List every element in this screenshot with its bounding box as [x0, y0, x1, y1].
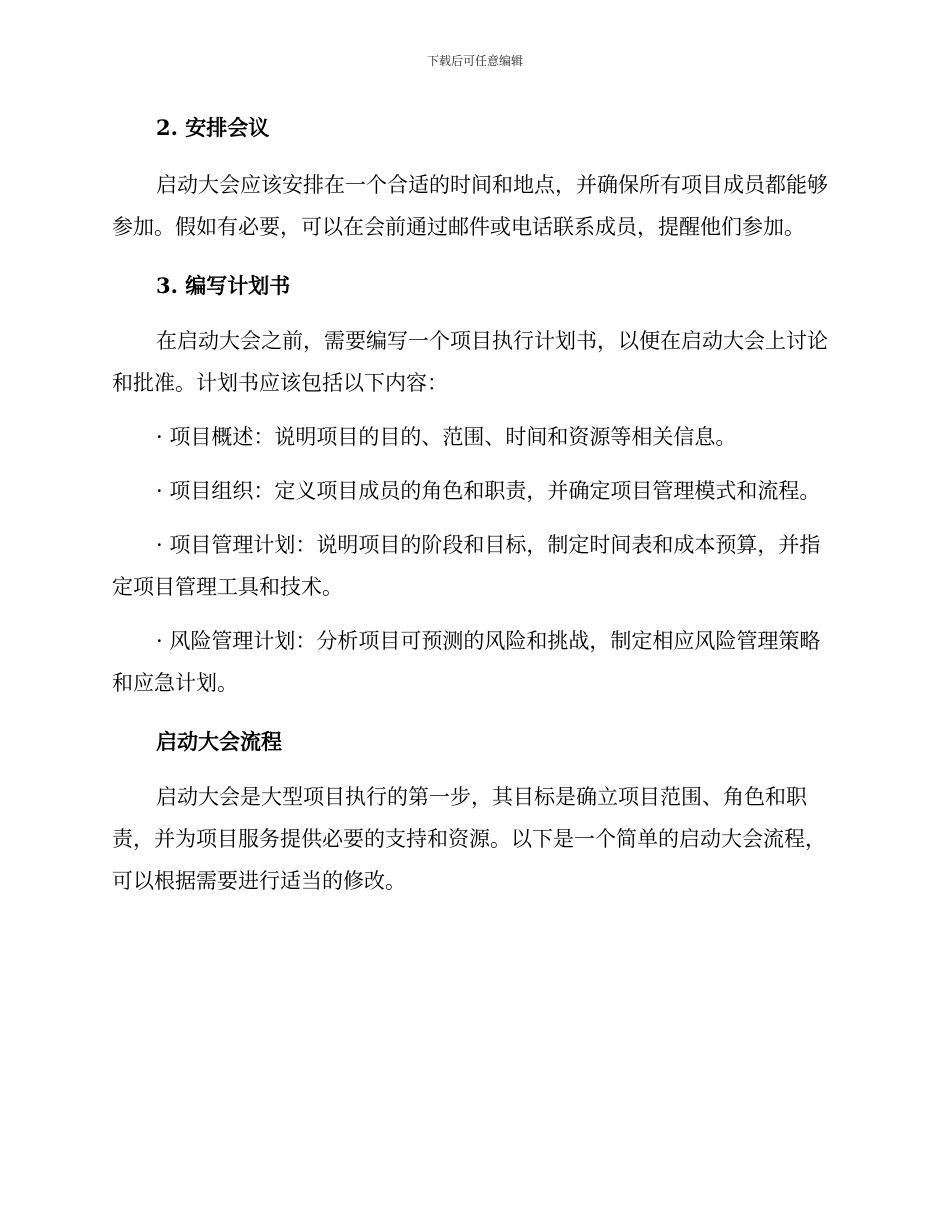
section-heading-arrange-meeting: 2. 安排会议 [156, 115, 270, 140]
section-heading-kickoff-process: 启动大会流程 [156, 729, 282, 754]
page-header: 下载后可任意编辑 [426, 54, 523, 68]
document-body [112, 108, 830, 902]
list-item-project-overview: · 项目概述：说明项目的目的、范围、时间和资源等相关信息。 [156, 425, 737, 449]
section-heading-write-plan: 3. 编写计划书 [156, 273, 291, 298]
list-item-risk-management-plan: · 风险管理计划：分析项目可预测的风险和挑战，制定相应风险管理策略和应急计划。 [112, 629, 821, 695]
paragraph-arrange-meeting: 启动大会应该安排在一个合适的时间和地点，并确保所有项目成员都能够参加。假如有必要，可以在会前通过邮件或电话联系成员，提醒他们参加。 [112, 173, 828, 239]
list-item-project-organization: · 项目组织：定义项目成员的角色和职责，并确定项目管理模式和流程。 [156, 479, 821, 503]
paragraph-kickoff-process: 启动大会是大型项目执行的第一步，其目标是确立项目范围、角色和职责，并为项目服务提供必要的支持和资源。以下是一个简单的启动大会流程，可以根据需要进行适当的修改。 [112, 785, 826, 893]
list-item-project-management-plan: · 项目管理计划：说明项目的阶段和目标，制定时间表和成本预算，并指定项目管理工具和技术。 [112, 533, 821, 599]
paragraph-write-plan-intro: 在启动大会之前，需要编写一个项目执行计划书，以便在启动大会上讨论和批准。计划书应该包括以下内容： [112, 329, 828, 395]
